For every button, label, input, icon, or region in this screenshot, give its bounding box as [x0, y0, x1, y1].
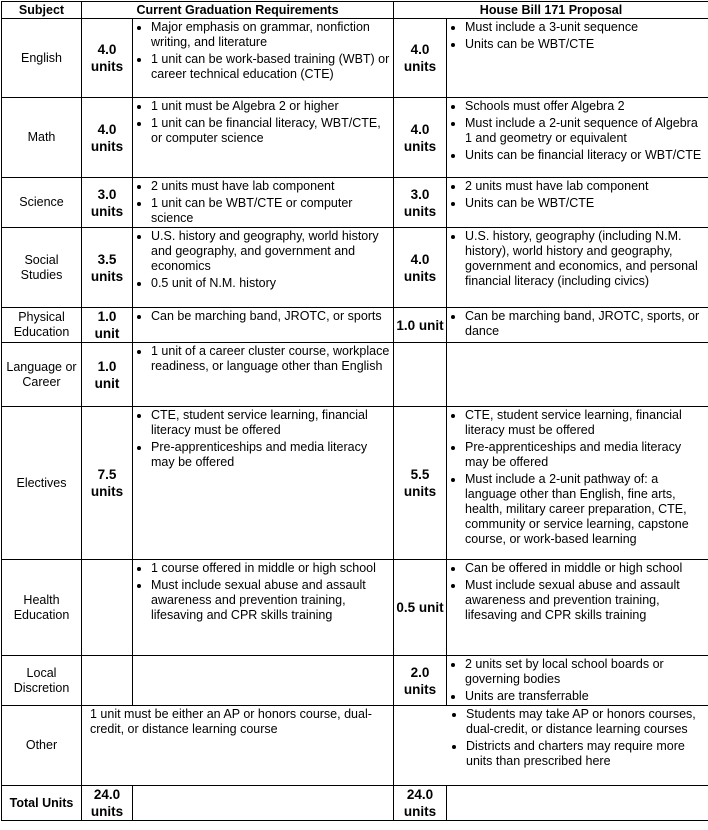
current-requirements: [82, 706, 394, 786]
list-item: • Units can be financial literacy or WBT/CTE: [465, 148, 705, 163]
table-body: [2, 19, 708, 821]
list-item: • U.S. history, geography (including N.M. history), world history and geography, government and economics, and personal financial literacy (including civics): [465, 229, 705, 289]
current-units: 3.5 units: [82, 228, 133, 308]
subject-cell: English: [2, 19, 82, 98]
current-requirements: [133, 343, 394, 407]
proposal-units: [394, 343, 447, 407]
subject-cell: Math: [2, 98, 82, 178]
list-item: • 2 units must have lab component: [151, 179, 390, 194]
proposal-units: 4.0 units: [394, 19, 447, 98]
requirements-table: [1, 1, 708, 821]
list-item: • 1 course offered in middle or high school: [151, 561, 390, 576]
proposal-requirements-list: [451, 179, 705, 211]
table-row: [2, 178, 708, 228]
list-item: • Must include a 2-unit pathway of: a language other than English, fine arts, health, military career preparation, CTE, community or service learning, capstone course, or work-based learning: [465, 472, 705, 547]
list-item: • 0.5 unit of N.M. history: [151, 276, 390, 291]
proposal-requirements: [447, 98, 708, 178]
proposal-requirements: [447, 343, 708, 407]
list-item: • Can be offered in middle or high school: [465, 561, 705, 576]
subject-cell: Language or Career: [2, 343, 82, 407]
subject-cell: Science: [2, 178, 82, 228]
current-units: 4.0 units: [82, 19, 133, 98]
total-current-units: 24.0 units: [82, 786, 133, 821]
list-item: • Can be marching band, JROTC, sports, or dance: [465, 309, 705, 339]
current-requirements-list: [137, 20, 390, 82]
list-item: • 1 unit of a career cluster course, workplace readiness, or language other than English: [151, 344, 390, 374]
proposal-units: 2.0 units: [394, 656, 447, 706]
list-item: • 1 unit can be work-based training (WBT) or career technical education (CTE): [151, 52, 390, 82]
current-requirements-list: [137, 309, 390, 324]
current-units: 1.0 unit: [82, 343, 133, 407]
proposal-units: 4.0 units: [394, 98, 447, 178]
list-item: • CTE, student service learning, financial literacy must be offered: [465, 408, 705, 438]
list-item: • Must include a 2-unit sequence of Algebra 1 and geometry or equivalent: [465, 116, 705, 146]
proposal-units: 0.5 unit: [394, 560, 447, 656]
current-requirements-list: [137, 229, 390, 291]
proposal-units: 4.0 units: [394, 228, 447, 308]
list-item: • Major emphasis on grammar, nonfiction writing, and literature: [151, 20, 390, 50]
table-row: [2, 228, 708, 308]
proposal-units: 3.0 units: [394, 178, 447, 228]
current-units: [82, 656, 133, 706]
proposal-requirements-list: [451, 99, 705, 163]
list-item: • Students may take AP or honors courses, dual-credit, or distance learning courses: [466, 707, 705, 737]
current-requirements-list: [137, 99, 390, 146]
list-item: • Must include a 3-unit sequence: [465, 20, 705, 35]
header-row: [2, 2, 708, 19]
current-requirements: [133, 178, 394, 228]
subject-cell: Other: [2, 706, 82, 786]
proposal-requirements-list: [451, 229, 705, 289]
list-item: • Can be marching band, JROTC, or sports: [151, 309, 390, 324]
current-requirements: [133, 308, 394, 343]
current-requirements-list: [137, 344, 390, 374]
proposal-units: 1.0 unit: [394, 308, 447, 343]
table-row: [2, 19, 708, 98]
total-label: Total Units: [2, 786, 82, 821]
total-proposal-units: 24.0 units: [394, 786, 447, 821]
current-requirements: [133, 560, 394, 656]
list-item: • 2 units set by local school boards or governing bodies: [465, 657, 705, 687]
proposal-requirements: [394, 706, 708, 786]
current-requirements: [133, 407, 394, 560]
subject-cell: Physical Education: [2, 308, 82, 343]
table-row: [2, 656, 708, 706]
current-requirements: [133, 19, 394, 98]
list-item: • U.S. history and geography, world history and geography, and government and economics: [151, 229, 390, 274]
proposal-units: 5.5 units: [394, 407, 447, 560]
list-item: • Must include sexual abuse and assault awareness and prevention training, lifesaving and CPR skills training: [151, 578, 390, 623]
current-requirements: [133, 98, 394, 178]
table-row: [2, 98, 708, 178]
current-units: 4.0 units: [82, 98, 133, 178]
proposal-requirements-list: [451, 561, 705, 623]
table-row: [2, 308, 708, 343]
current-units: 3.0 units: [82, 178, 133, 228]
current-requirements: [133, 656, 394, 706]
header-proposal: House Bill 171 Proposal: [394, 2, 708, 19]
proposal-requirements: [447, 656, 708, 706]
proposal-requirements: [447, 407, 708, 560]
proposal-requirements: [447, 560, 708, 656]
list-item: • 2 units must have lab component: [465, 179, 705, 194]
list-item: • Must include sexual abuse and assault awareness and prevention training, lifesaving and CPR skills training: [465, 578, 705, 623]
proposal-requirements: [447, 228, 708, 308]
list-item: • 1 unit can be WBT/CTE or computer science: [151, 196, 390, 226]
header-subject: Subject: [2, 2, 82, 19]
table-row-total: [2, 786, 708, 821]
list-item: • Districts and charters may require more units than prescribed here: [466, 739, 705, 769]
current-units: 7.5 units: [82, 407, 133, 560]
list-item: • Units can be WBT/CTE: [465, 37, 705, 52]
proposal-requirements: [447, 19, 708, 98]
list-item: • 1 unit can be financial literacy, WBT/CTE, or computer science: [151, 116, 390, 146]
subject-cell: Electives: [2, 407, 82, 560]
proposal-requirements-list: [452, 707, 705, 769]
list-item: • Pre-apprenticeships and media literacy may be offered: [151, 440, 390, 470]
list-item: • Pre-apprenticeships and media literacy may be offered: [465, 440, 705, 470]
subject-cell: Local Discretion: [2, 656, 82, 706]
subject-cell: Social Studies: [2, 228, 82, 308]
current-requirements-list: [137, 561, 390, 623]
table-row: [2, 343, 708, 407]
table-row: [2, 407, 708, 560]
proposal-requirements-list: [451, 408, 705, 547]
current-requirements-list: [137, 179, 390, 226]
current-requirements: [133, 228, 394, 308]
current-units: 1.0 unit: [82, 308, 133, 343]
proposal-requirements-list: [451, 309, 705, 339]
table-row: [2, 560, 708, 656]
list-item: • 1 unit must be Algebra 2 or higher: [151, 99, 390, 114]
current-requirements-list: [137, 408, 390, 470]
total-proposal-empty: [447, 786, 708, 821]
list-item: • Units can be WBT/CTE: [465, 196, 705, 211]
header-current: Current Graduation Requirements: [82, 2, 394, 19]
list-item: • Units are transferrable: [465, 689, 705, 704]
other-current-text: 1 unit must be either an AP or honors course, dual-credit, or distance learning course: [90, 707, 390, 737]
proposal-requirements-list: [451, 657, 705, 704]
proposal-requirements-list: [451, 20, 705, 52]
list-item: • Schools must offer Algebra 2: [465, 99, 705, 114]
proposal-requirements: [447, 178, 708, 228]
total-current-empty: [133, 786, 394, 821]
current-units: [82, 560, 133, 656]
subject-cell: Health Education: [2, 560, 82, 656]
proposal-requirements: [447, 308, 708, 343]
list-item: • CTE, student service learning, financial literacy must be offered: [151, 408, 390, 438]
table-row-other: [2, 706, 708, 786]
